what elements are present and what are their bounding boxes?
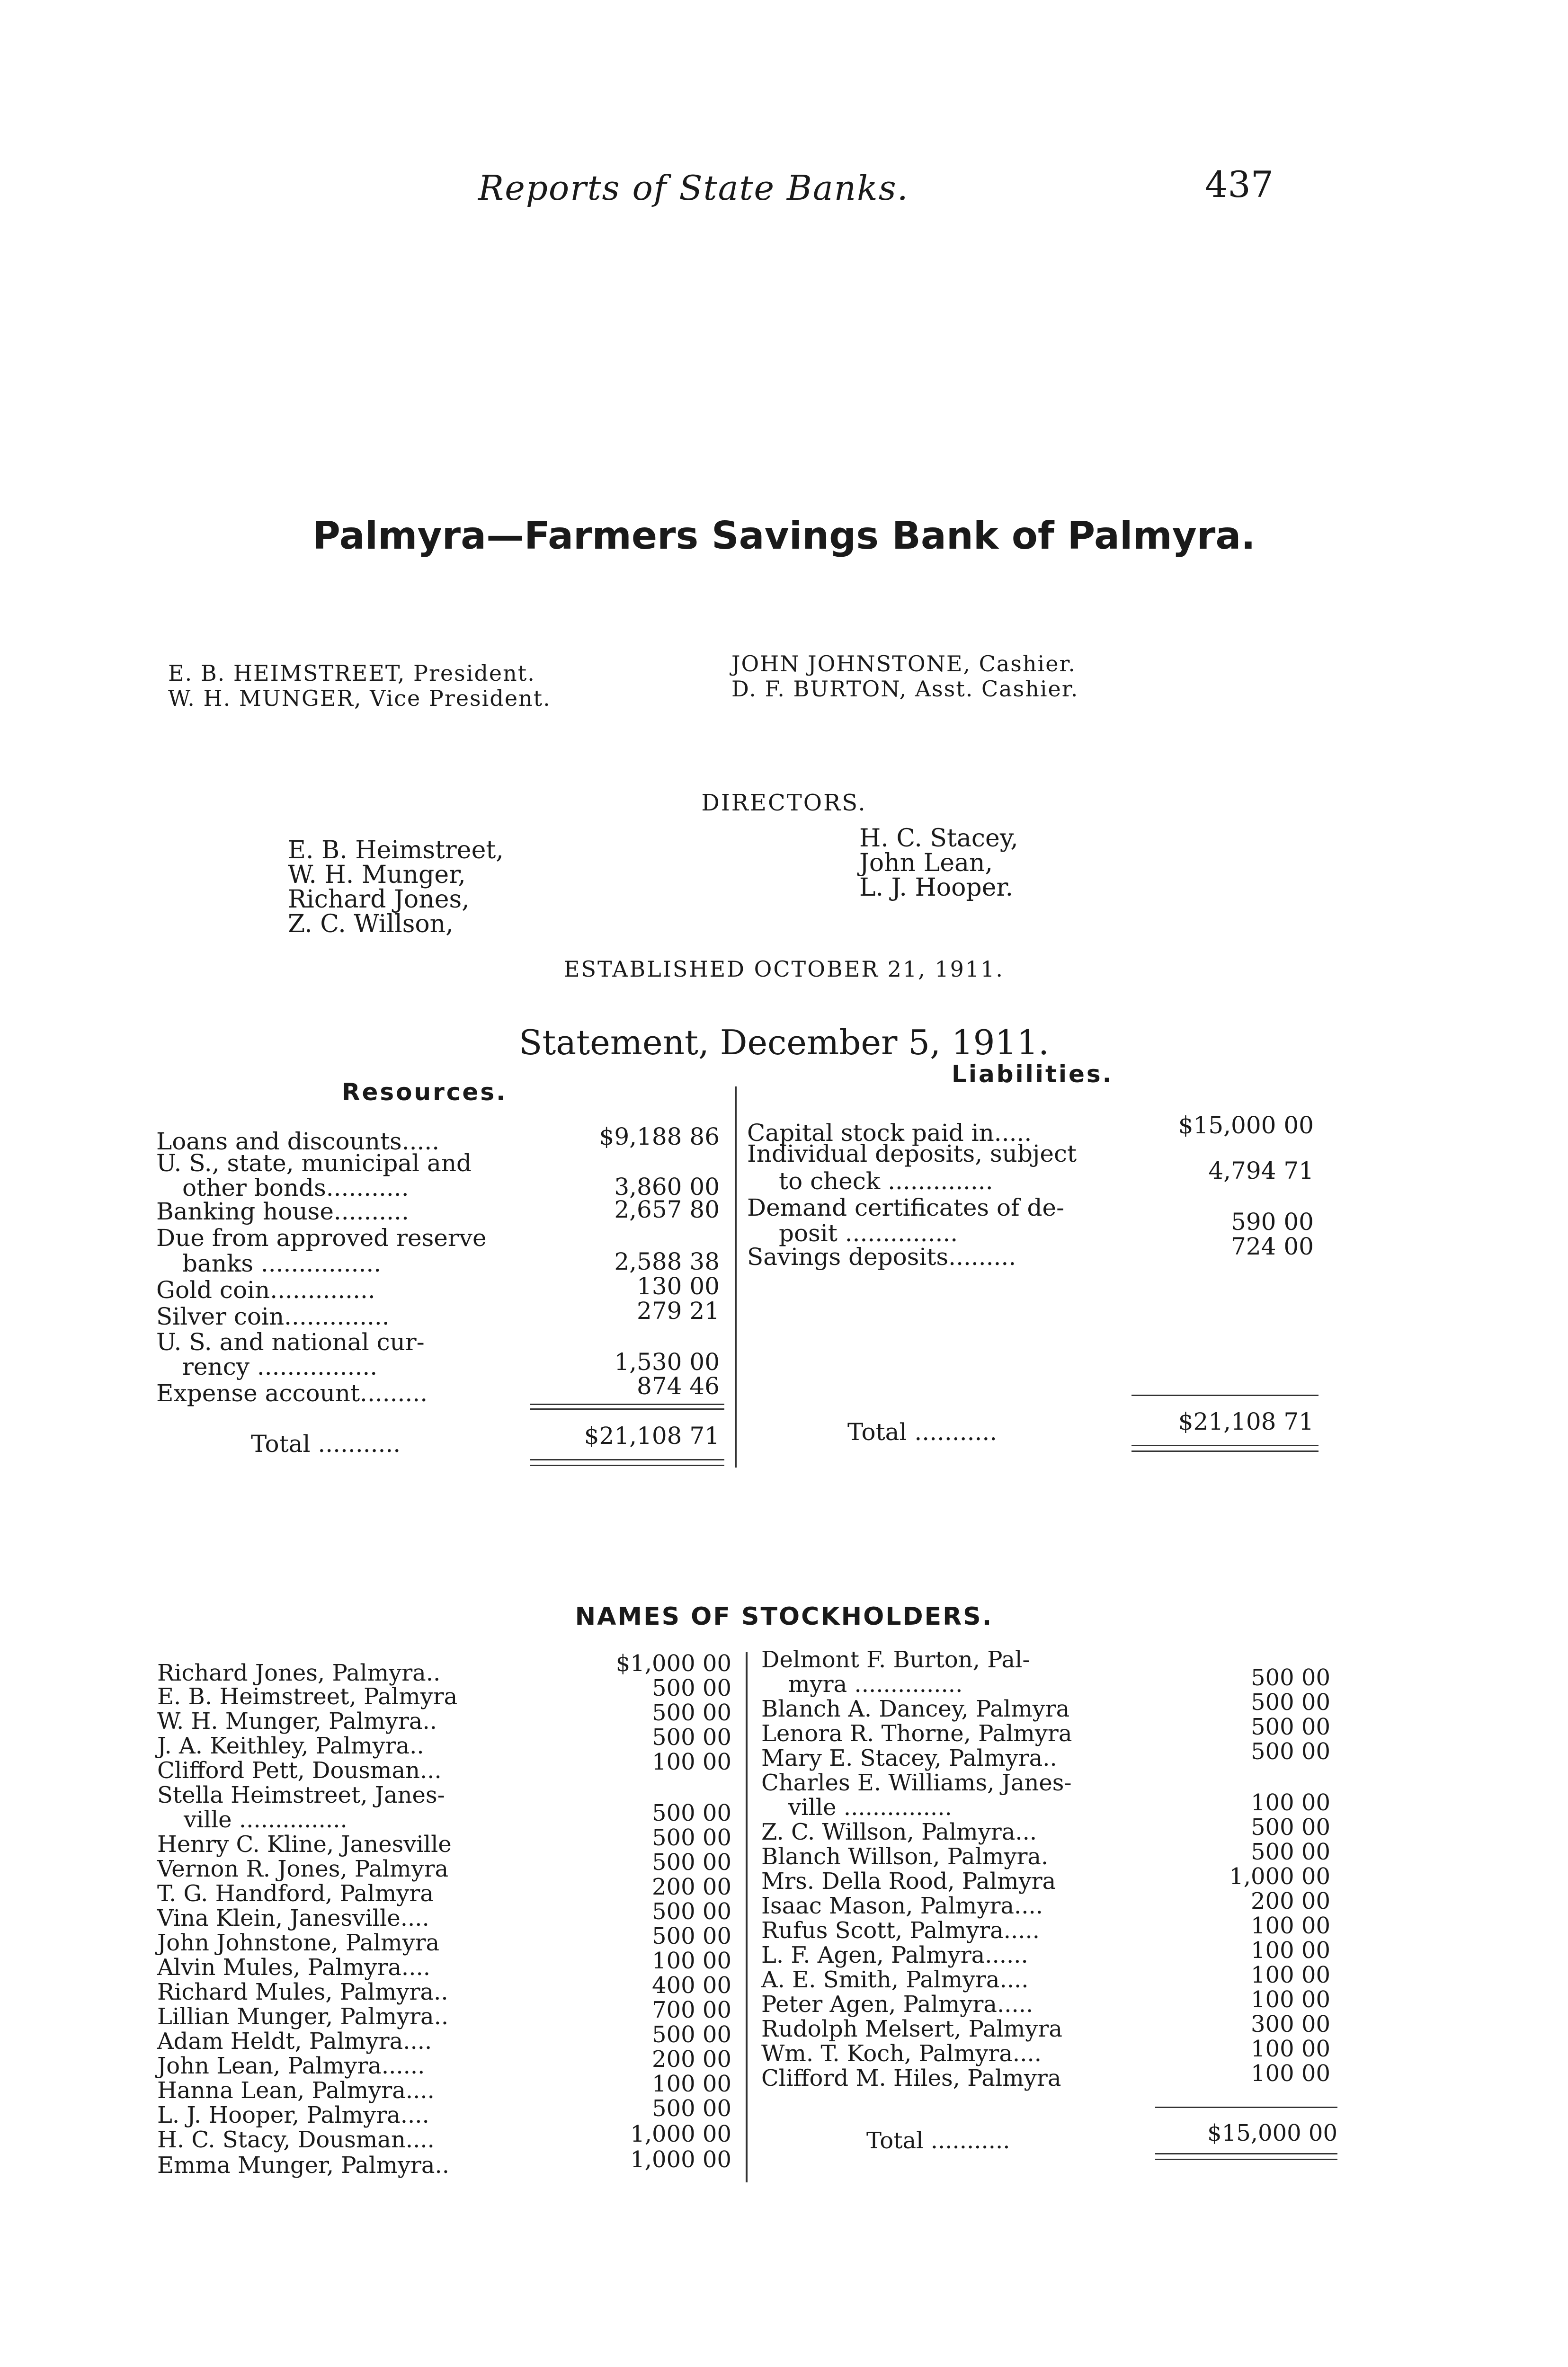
stockholder-amount: 500 00 [652,1824,731,1851]
stockholder-amount: 100 00 [1251,1913,1330,1939]
stockholder-name: Richard Jones, Palmyra.. [157,1660,441,1686]
resource-amount: 2,588 38 [614,1248,720,1275]
stockholder-name: Hanna Lean, Palmyra.... [157,2077,435,2104]
resources-total: $21,108 71 [584,1422,720,1450]
directors-heading: DIRECTORS. [701,790,867,816]
resource-amount: 130 00 [637,1272,720,1300]
stockholder-name: J. A. Keithley, Palmyra.. [157,1733,424,1759]
stockholder-amount: 200 00 [652,2046,731,2073]
officer-asst-cashier: D. F. BURTON, Asst. Cashier. [731,676,1079,702]
stockholder-name: Isaac Mason, Palmyra.... [761,1893,1043,1919]
resource-amount: 2,657 80 [614,1196,720,1223]
liability-label: Individual deposits, subject [747,1140,1077,1167]
stockholder-amount: 100 00 [1251,1937,1330,1964]
director-item: Richard Jones, [288,885,470,914]
stockholder-name: Charles E. Williams, Janes- [761,1770,1072,1796]
liability-amount: 724 00 [1231,1233,1314,1260]
stockholder-amount: 500 00 [1251,1738,1330,1765]
stockholder-name: Stella Heimstreet, Janes- [157,1782,445,1808]
liability-label: posit ............... [779,1219,958,1247]
resource-amount: 279 21 [637,1297,720,1325]
resource-label: other bonds........... [182,1174,409,1201]
subtotal-rule [530,1404,724,1405]
stockholder-name: Adam Heldt, Palmyra.... [157,2028,432,2055]
stockholder-name: John Johnstone, Palmyra [157,1930,440,1956]
stockholder-amount: 100 00 [1251,2060,1330,2087]
stockholder-amount: 100 00 [652,1749,731,1775]
liability-label: Capital stock paid in..... [747,1119,1032,1147]
liability-amount: 4,794 71 [1208,1157,1314,1184]
stockholder-name: ville ............... [788,1794,952,1821]
stockholder-amount: 100 00 [1251,1962,1330,1988]
stockholder-name: E. B. Heimstreet, Palmyra [157,1683,458,1710]
stockholder-amount: 100 00 [1251,2036,1330,2062]
resource-label: Gold coin.............. [156,1276,375,1304]
statement-title: Statement, December 5, 1911. [519,1023,1049,1062]
stockholder-amount: 1,000 00 [1229,1863,1330,1890]
total-rule [1155,2153,1337,2154]
resource-label: Silver coin.............. [156,1303,390,1330]
stockholder-amount: 500 00 [652,1898,731,1925]
stockholder-name: Alvin Mules, Palmyra.... [157,1954,430,1981]
director-item: L. J. Hooper. [859,873,1014,902]
officer-vice-president: W. H. MUNGER, Vice President. [168,685,551,711]
stockholder-amount: 500 00 [1251,1839,1330,1865]
stockholder-name: Delmont F. Burton, Pal- [761,1646,1030,1673]
stockholder-amount: 500 00 [1251,1664,1330,1691]
stockholder-name: Rufus Scott, Palmyra..... [761,1917,1040,1944]
subtotal-rule [1131,1395,1319,1396]
stockholders-heading: NAMES OF STOCKHOLDERS. [575,1602,993,1631]
total-rule [1131,1445,1319,1446]
stockholder-name: T. G. Handford, Palmyra [157,1880,434,1907]
director-item: W. H. Munger, [288,861,466,889]
total-rule [530,1465,724,1466]
stockholder-name: L. F. Agen, Palmyra...... [761,1942,1028,1968]
stockholder-name: Clifford M. Hiles, Palmyra [761,2065,1061,2091]
subtotal-rule [530,1408,724,1410]
stockholder-name: Blanch Willson, Palmyra. [761,1843,1049,1870]
stockholder-name: Rudolph Melsert, Palmyra [761,2016,1062,2042]
stockholder-name: L. J. Hooper, Palmyra.... [157,2102,429,2128]
officer-cashier: JOHN JOHNSTONE, Cashier. [731,651,1076,676]
stockholder-amount: 500 00 [652,1800,731,1826]
stockholder-amount: 100 00 [1251,1986,1330,2013]
resource-label: Due from approved reserve [156,1224,487,1252]
liability-amount: $15,000 00 [1178,1112,1314,1139]
resource-amount: 3,860 00 [614,1173,720,1201]
stockholder-name: Richard Mules, Palmyra.. [157,1979,448,2005]
stockholder-amount: 500 00 [652,1700,731,1726]
stockholder-amount: 500 00 [652,2021,731,2048]
total-rule [1155,2159,1337,2160]
liability-label: Savings deposits......... [747,1243,1016,1271]
stockholder-amount: $1,000 00 [615,1650,731,1677]
resource-label: Banking house.......... [156,1198,409,1225]
director-item: John Lean, [859,849,993,877]
liability-label: to check .............. [779,1167,993,1195]
stockholder-amount: 500 00 [652,1724,731,1751]
resource-label: U. S., state, municipal and [156,1149,472,1177]
stockholder-amount: 100 00 [1251,1789,1330,1816]
stockholder-name: myra ............... [788,1671,963,1698]
liabilities-heading: Liabilities. [952,1060,1114,1088]
stockholder-name: Mrs. Della Rood, Palmyra [761,1868,1056,1895]
stockholder-amount: 100 00 [652,2071,731,2097]
stockholder-name: Henry C. Kline, Janesville [157,1831,452,1858]
stockholder-amount: 1,000 00 [630,2121,731,2147]
stockholder-amount: 200 00 [652,1874,731,1900]
director-item: E. B. Heimstreet, [288,836,504,864]
stockholder-name: Wm. T. Koch, Palmyra.... [761,2040,1042,2067]
resource-amount: 874 46 [637,1372,720,1400]
officer-president: E. B. HEIMSTREET, President. [168,660,535,686]
stockholder-amount: 500 00 [1251,1714,1330,1740]
stockholders-total-label: Total ........... [866,2127,1010,2154]
stockholder-amount: 500 00 [652,1923,731,1949]
stockholder-amount: 400 00 [652,1972,731,1999]
liability-amount: 590 00 [1231,1208,1314,1236]
stockholder-name: A. E. Smith, Palmyra.... [761,1967,1029,1993]
subtotal-rule [1155,2107,1337,2108]
stockholder-amount: 500 00 [652,1675,731,1701]
stockholder-name: H. C. Stacy, Dousman.... [157,2127,435,2153]
stockholder-name: Blanch A. Dancey, Palmyra [761,1696,1070,1722]
resource-amount: 1,530 00 [614,1348,720,1376]
director-item: Z. C. Willson, [288,910,454,938]
stockholder-name: Emma Munger, Palmyra.. [157,2152,450,2179]
bank-title: Palmyra—Farmers Savings Bank of Palmyra. [312,514,1256,558]
stockholder-name: John Lean, Palmyra...... [157,2053,425,2079]
statement-divider [735,1086,737,1468]
stockholder-amount: 500 00 [652,2095,731,2122]
stockholder-name: W. H. Munger, Palmyra.. [157,1708,437,1735]
total-rule [530,1459,724,1460]
stockholder-name: Vernon R. Jones, Palmyra [157,1856,449,1882]
resource-label: U. S. and national cur- [156,1328,425,1356]
resources-heading: Resources. [342,1078,508,1106]
resources-total-label: Total ........... [251,1430,401,1458]
resource-label: rency ................ [182,1353,378,1380]
resource-label: Loans and discounts..... [156,1128,440,1155]
resource-amount: $9,188 86 [599,1123,720,1150]
stockholder-name: Z. C. Willson, Palmyra... [761,1819,1037,1845]
stockholder-amount: 500 00 [1251,1814,1330,1841]
stockholder-amount: 100 00 [652,1948,731,1974]
stockholder-amount: 700 00 [652,1997,731,2023]
liabilities-total: $21,108 71 [1178,1408,1314,1435]
established-line: ESTABLISHED OCTOBER 21, 1911. [563,956,1005,982]
stockholder-name: Vina Klein, Janesville.... [157,1905,429,1931]
resource-label: Expense account......... [156,1379,428,1407]
stockholder-name: Mary E. Stacey, Palmyra.. [761,1745,1057,1771]
resource-label: banks ................ [182,1250,382,1277]
stockholder-amount: 500 00 [652,1849,731,1876]
stockholder-name: Lillian Munger, Palmyra.. [157,2003,449,2030]
page-number: 437 [1205,163,1274,205]
stockholders-divider [746,1652,748,2182]
stockholders-total: $15,000 00 [1207,2120,1337,2146]
stockholder-name: Lenora R. Thorne, Palmyra [761,1720,1072,1747]
stockholder-amount: 1,000 00 [630,2146,731,2173]
stockholder-amount: 200 00 [1251,1888,1330,1914]
director-item: H. C. Stacey, [859,824,1018,853]
liabilities-total-label: Total ........... [847,1418,998,1446]
total-rule [1131,1450,1319,1452]
stockholder-name: Peter Agen, Palmyra..... [761,1991,1033,2018]
stockholder-name: ville ............... [184,1806,347,1833]
stockholder-amount: 500 00 [1251,1689,1330,1716]
liability-label: Demand certificates of de- [747,1194,1064,1221]
stockholder-name: Clifford Pett, Dousman... [157,1757,442,1784]
stockholder-amount: 300 00 [1251,2011,1330,2038]
running-head: Reports of State Banks. [478,168,909,208]
